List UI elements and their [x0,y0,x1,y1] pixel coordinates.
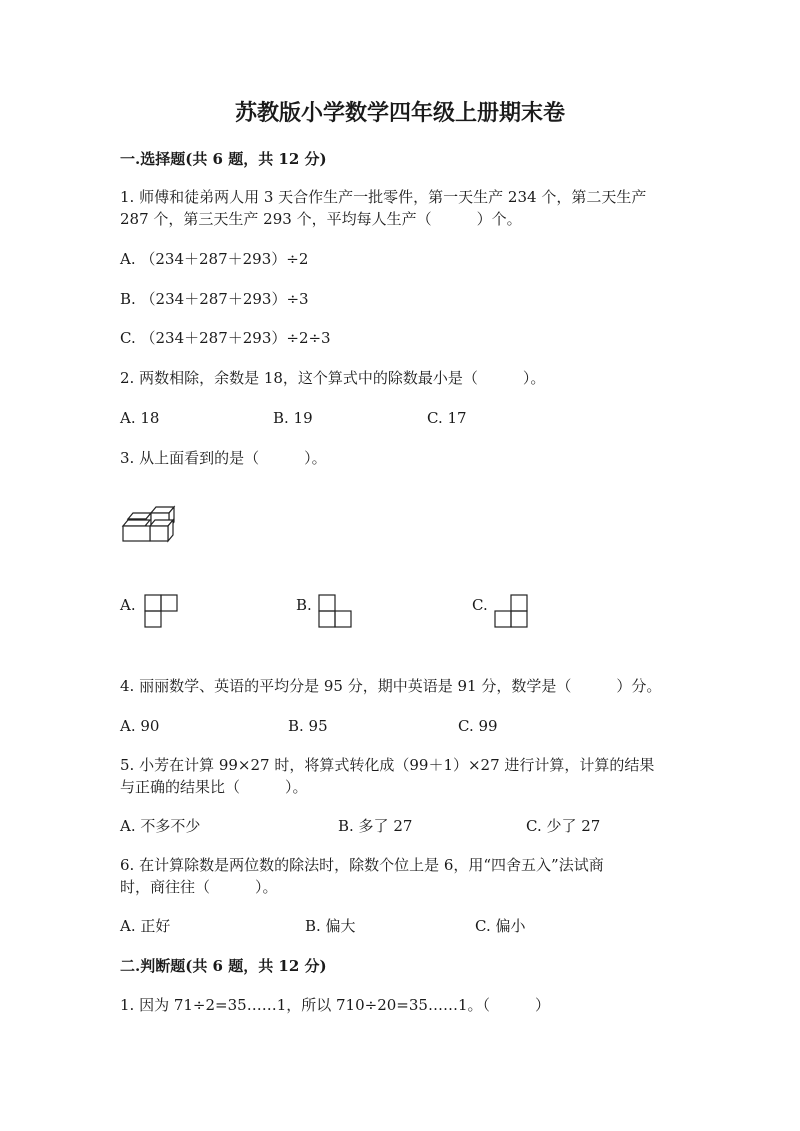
question-6-option-c[interactable]: C. 偏小 [475,917,526,935]
question-1-option-a[interactable]: A. （234＋287＋293）÷2 [120,250,309,268]
question-3-option-b[interactable]: B. [296,596,312,614]
section-header-choice: 一.选择题(共 6 题，共 12 分) [120,150,327,168]
page-title: 苏教版小学数学四年级上册期末卷 [234,100,565,126]
section-header-true-false: 二.判断题(共 6 题，共 12 分) [120,957,327,975]
option-c-shape [494,594,528,630]
question-4-option-a[interactable]: A. 90 [120,717,160,735]
question-5-option-b[interactable]: B. 多了 27 [338,817,413,835]
question-6-option-a[interactable]: A. 正好 [120,917,171,935]
question-4-text: 4. 丽丽数学、英语的平均分是 95 分，期中英语是 91 分，数学是（ ）分。 [120,677,662,695]
question-4-option-b[interactable]: B. 95 [288,717,328,735]
option-a-shape [144,594,178,630]
question-5-option-c[interactable]: C. 少了 27 [526,817,601,835]
question-5-line-2: 与正确的结果比（ ）。 [120,778,308,796]
question-3-option-a[interactable]: A. [120,596,136,614]
question-2-option-b[interactable]: B. 19 [273,409,313,427]
question-2-text: 2. 两数相除，余数是 18，这个算式中的除数最小是（ ）。 [120,369,546,387]
question-2-option-c[interactable]: C. 17 [427,409,467,427]
option-b-shape [318,594,352,630]
question-1-option-c[interactable]: C. （234＋287＋293）÷2÷3 [120,329,331,347]
question-3-option-c[interactable]: C. [472,596,488,614]
question-5-line-1: 5. 小芳在计算 99×27 时，将算式转化成（99＋1）×27 进行计算，计算的结果 [120,756,655,774]
question-3-text: 3. 从上面看到的是（ ）。 [120,449,327,467]
cube-stack-figure [120,500,182,548]
question-6-line-2: 时，商往往（ ）。 [120,878,278,896]
question-2-option-a[interactable]: A. 18 [120,409,160,427]
question-6-option-b[interactable]: B. 偏大 [305,917,356,935]
question-1-line-2: 287 个，第三天生产 293 个，平均每人生产（ ）个。 [120,210,522,228]
question-6-line-1: 6. 在计算除数是两位数的除法时，除数个位上是 6，用“四舍五入”法试商 [120,856,604,874]
question-5-option-a[interactable]: A. 不多不少 [120,817,201,835]
tf-question-1-text: 1. 因为 71÷2=35……1，所以 710÷20=35……1。（ ） [120,996,550,1014]
question-1-option-b[interactable]: B. （234＋287＋293）÷3 [120,290,309,308]
question-4-option-c[interactable]: C. 99 [458,717,498,735]
question-1-line-1: 1. 师傅和徒弟两人用 3 天合作生产一批零件，第一天生产 234 个，第二天生产 [120,188,647,206]
